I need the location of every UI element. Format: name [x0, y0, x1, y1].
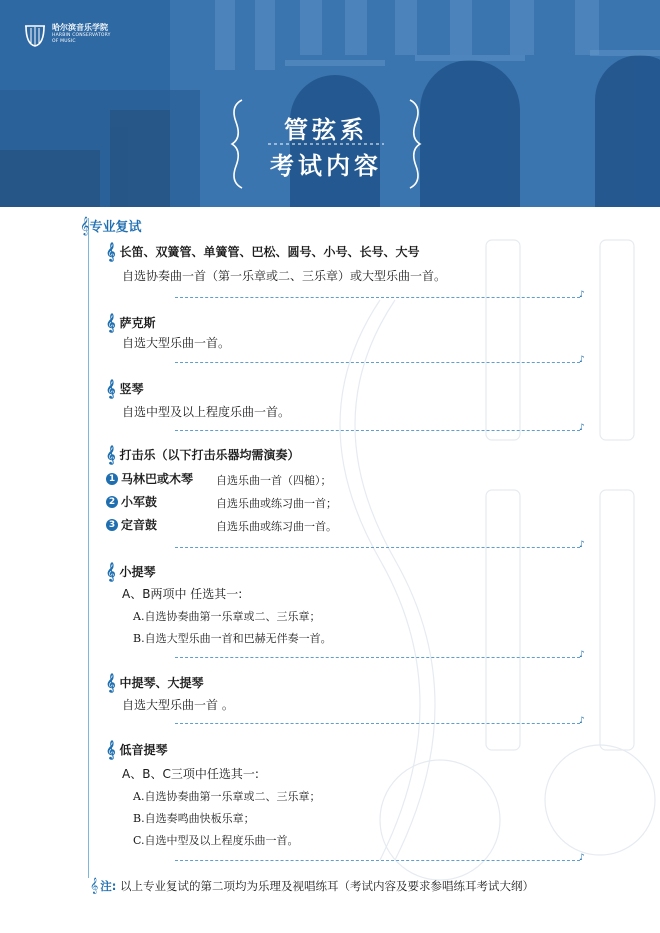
item-title-text: 萨克斯	[119, 316, 156, 330]
school-name-en-2: OF MUSIC	[52, 38, 76, 44]
treble-clef-icon: 𝄞	[80, 215, 90, 235]
instrument-desc: 自选乐曲一首（四槌）；	[216, 474, 332, 487]
item-intro: A、B、C三项中任选其一:	[122, 767, 259, 781]
header-banner	[0, 0, 660, 207]
item-title	[106, 674, 203, 691]
divider	[175, 362, 580, 363]
divider	[175, 860, 580, 861]
option-text: C.自选中型及以上程度乐曲一首。	[133, 834, 299, 847]
option-text: B.自选奏鸣曲快板乐章；	[133, 812, 255, 825]
footnote-label: 注:	[100, 879, 117, 893]
item-title	[106, 243, 419, 260]
music-note-icon: ♪	[579, 853, 585, 863]
section-title: 专业复试	[89, 220, 142, 235]
treble-clef-icon: 𝄞	[106, 241, 116, 261]
music-note-icon: ♪	[579, 540, 585, 550]
music-note-icon: ♪	[579, 650, 585, 660]
music-note-icon: ♪	[579, 290, 585, 300]
divider	[175, 547, 580, 548]
divider	[175, 723, 580, 724]
number-badge: 3	[106, 519, 118, 531]
item-title-text: 长笛、双簧管、单簧管、巴松、圆号、小号、长号、大号	[119, 245, 420, 259]
footnote	[90, 876, 600, 896]
option-text: A.自选协奏曲第一乐章或二、三乐章；	[133, 610, 321, 623]
treble-clef-icon: 𝄞	[106, 312, 116, 332]
treble-clef-icon: 𝄞	[106, 672, 116, 692]
treble-clef-icon: 𝄞	[106, 561, 116, 581]
number-badge: 2	[106, 496, 118, 508]
treble-clef-icon: 𝄞	[106, 739, 116, 759]
item-title	[106, 741, 167, 758]
lyre-logo-icon	[22, 22, 48, 50]
treble-clef-icon: 𝄞	[106, 444, 116, 464]
instrument-desc: 自选乐曲或练习曲一首；	[216, 497, 337, 510]
instrument-name: 定音鼓	[121, 518, 158, 532]
item-title-text: 小提琴	[119, 565, 156, 579]
school-name-en-1: HARBIN CONSERVATORY	[52, 33, 111, 38]
item-title	[106, 563, 155, 580]
music-note-icon: ♪	[579, 355, 585, 365]
number-badge: 1	[106, 473, 118, 485]
page-title-line2: 考试内容	[270, 151, 382, 180]
item-title-text: 竖琴	[119, 382, 144, 396]
option-text: B.自选大型乐曲一首和巴赫无伴奏一首。	[133, 632, 332, 645]
item-desc: 自选协奏曲一首（第一乐章或二、三乐章）或大型乐曲一首。	[122, 269, 447, 283]
item-desc: 自选大型乐曲一首 。	[122, 698, 234, 712]
instrument-row	[106, 516, 157, 533]
instrument-name: 小军鼓	[121, 495, 158, 509]
section-header	[80, 216, 141, 235]
option-text: A.自选协奏曲第一乐章或二、三乐章；	[133, 790, 321, 803]
treble-clef-icon: 𝄞	[106, 378, 116, 398]
item-title	[106, 446, 299, 463]
instrument-name: 马林巴或木琴	[121, 472, 194, 486]
divider	[175, 430, 580, 431]
item-title-text: 低音提琴	[119, 743, 168, 757]
divider	[175, 657, 580, 658]
item-title	[106, 380, 143, 397]
item-title-text: 打击乐（以下打击乐器均需演奏）	[119, 448, 300, 462]
instrument-row	[106, 470, 193, 487]
school-logo	[22, 22, 111, 50]
footnote-text: 以上专业复试的第二项均为乐理及视唱练耳（考试内容及要求参唱练耳考试大纲）	[120, 879, 535, 893]
music-note-icon: ♪	[579, 423, 585, 433]
treble-clef-icon: 𝄞	[90, 878, 99, 894]
content-left-rule	[88, 218, 89, 878]
instrument-desc: 自选乐曲或练习曲一首。	[216, 520, 337, 533]
item-title-text: 中提琴、大提琴	[119, 676, 204, 690]
divider	[175, 297, 580, 298]
item-intro: A、B两项中 任选其一:	[122, 587, 243, 601]
item-desc: 自选大型乐曲一首。	[122, 336, 231, 350]
school-name-cn: 哈尔滨音乐学院	[52, 23, 108, 32]
instrument-row	[106, 493, 157, 510]
music-note-icon: ♪	[579, 716, 585, 726]
page-title-line1: 管弦系	[284, 115, 368, 144]
item-title	[106, 314, 155, 331]
title-box	[228, 92, 424, 194]
item-desc: 自选中型及以上程度乐曲一首。	[122, 405, 291, 419]
